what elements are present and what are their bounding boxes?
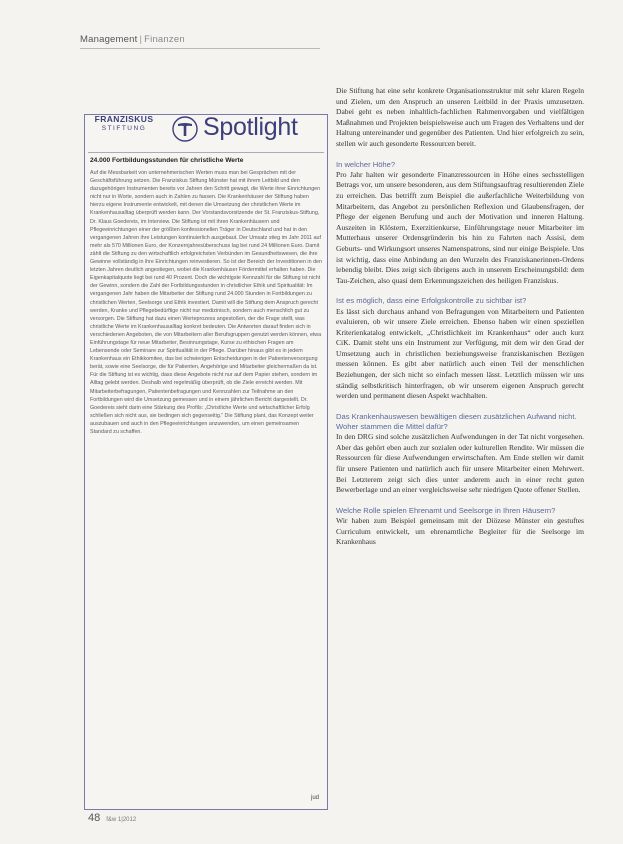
spotlight-content <box>90 157 322 789</box>
question-heading: In welcher Höhe? <box>336 159 396 169</box>
answer-paragraph: Pro Jahr halten wir gesonderte Finanzressourcen in Höhe eines sechsstelligen Betrags vor, um unsere besonderen, aus dem Stiftungsauftrag resultierenden Ziele zu erreichen. Das betrifft zum Beispiel die außerfachliche Weiterbildung von Mitarbeitern, das Angebot zu persönlichen Reflexion und Glaubensfragen, der Pflege der eigenen Berufung und auch der Motivation und inneren Haltung. Auszeiten in Klöstern, Exerzitienkurse, Einführungstage neuer Mitarbeiter im Mutterhaus unserer Ordensgründerin bis hin zu Fahrten nach Assisi, dem Geburts- und Wirkungsort unseres Namenspatrons, sind nur einige Beispiele. Uns ist wichtig, dass eine Anbindung an den Wurzeln des Franziskanerinnen-Ordens lebendig bleibt. Dies zeigt sich übrigens auch in unserem Erscheinungsbild: dem Tau-Zeichen, also quasi dem Erkennungszeichen des heiligen Franziskus. <box>336 169 584 285</box>
issue-date: f&w 1|2012 <box>106 817 137 823</box>
answer-paragraph: Es lässt sich durchaus anhand von Befragungen von Mitarbeitern und Patienten evaluieren, ob wir unsere Ziele erreichen. Ebenso haben wir einen speziellen Kriterienkatalog entwickelt, „Christlichkeit im Krankenhaus“ oder auch kurz CiK. Damit steht uns ein Instrument zur Verfügung, mit dem wir den Grad der Umsetzung auch in christlichen beziehungsweise franziskanischen Bezügen messen können. Es gibt aber natürlich auch einen Teil der menschlichen Beziehungen, der sich nicht so einfach messen lässt. Letztlich müssen wir uns ständig selbstkritisch hinterfragen, ob wir unserem eigenen Anspruch gerecht werden und permanent diesen Aspekt wachhalten. <box>336 306 584 401</box>
author-signoff: jud <box>310 795 319 801</box>
question-heading: Welche Rolle spielen Ehrenamt und Seelsorge in Ihren Häusern? <box>336 505 556 515</box>
spotlight-title: Spotlight <box>203 113 298 141</box>
spotlight-headline: 24.000 Fortbildungsstunden für christliche Werte <box>90 157 244 164</box>
section-label: Management <box>80 34 138 45</box>
question-heading: Das Krankenhauswesen bewältigen diesen zusätzlichen Aufwand nicht. Woher stammen die Mittel dafür? <box>336 411 577 432</box>
brand-name: FRANZISKUS <box>94 114 154 124</box>
header-divider <box>80 48 320 49</box>
interview-column <box>336 86 584 548</box>
tau-cross-icon <box>172 116 198 142</box>
brand-logo <box>88 114 160 132</box>
subsection-label: Finanzen <box>144 34 185 45</box>
answer-paragraph: In den DRG sind solche zusätzlichen Aufwendungen in der Tat nicht vorgesehen. Aber das gehört eben auch zur sozialen oder kulturellen Rendite. Wir müssen die Ressourcen für diese Aufwendungen erwirtschaften. Am Ende stellen wir damit für unsere Patienten und natürlich auch für unsere Mitarbeiter einen Mehrwert. Bei Letzterem zeigt sich dies unter anderem auch in einer recht guten Bewerberlage und an einer vergleichsweise sehr niedrigen Quote offener Stellen. <box>336 432 584 495</box>
section-header: Management | Finanzen <box>80 34 185 45</box>
page-footer <box>88 812 136 824</box>
answer-paragraph: Wir haben zum Beispiel gemeinsam mit der Diözese Münster ein gestuftes Curriculum entwickelt, um ehrenamtliche Begleiter für die Seelsorge im Krankenhaus <box>336 516 584 547</box>
brand-subname: STIFTUNG <box>101 125 147 132</box>
question-heading: Ist es möglich, dass eine Erfolgskontrolle zu sichtbar ist? <box>336 296 527 306</box>
spotlight-body-text: Auf die Messbarkeit von unternehmerischen Werten muss man bei Gesprächen mit der Geschäftsführung setzen. Die Franziskus Stiftung Münster hat mit ihrem Leitbild und den dazugehörigen Instrumenten bereits vor Jahren den Schritt gewagt, die Werte ihrer Einrichtungen nicht nur in Worte, sondern auch in Zahlen zu fassen. Die Krankenhäuser der Stiftung haben hierzu eigene Instrumente entwickelt, mit denen die Umsetzung der christlichen Werte im Krankenhausalltag überprüft werden kann. Der Vorstandsvorsitzende der St. Franziskus-Stiftung, Dr. Klaus Goedereis, im Interview. Die Stiftung ist mit ihren Krankenhäusern und Pflegeeinrichtungen einer der größten konfessionellen Träger in Deutschland und hat in den vergangenen Jahren ihre Leistungen kontinuierlich ausgebaut. Der Umsatz stieg im Jahr 2011 auf mehr als 570 Millionen Euro, der Konzernjahresüberschuss lag bei rund 24 Millionen Euro. Damit zählt die Stiftung zu den wirtschaftlich erfolgreichsten Verbünden im Gesundheitswesen, die ihre Gewinne vollständig in ihre Einrichtungen reinvestieren. So ist der Bereich der Investitionen in den letzten Jahren deutlich angestiegen, wobei die Krankenhäuser Fördermittel erhalten haben. Die Eigenkapitalquote liegt bei rund 40 Prozent. Doch die wichtigste Kennzahl für die Stiftung ist nicht der Gewinn, sondern die Zahl der Fortbildungsstunden in christlicher Ethik und Spiritualität: Im vergangenen Jahr haben die Mitarbeiter der Stiftung rund 24.000 Stunden in Fortbildungen zu christlichen Werten, Seelsorge und Ethik investiert. Damit will die Stiftung dem Anspruch gerecht werden, Kranke und Pflegebedürftige nicht nur medizinisch, sondern auch menschlich gut zu versorgen. Die Stiftung hat dazu einen Werteprozess angestoßen, der die Frage stellt, was christliche Werte im Krankenhausalltag konkret bedeuten. Die Antworten darauf finden sich in verschiedenen Angeboten, die von Mitarbeitern aller Berufsgruppen genutzt werden können, etwa Einführungstage für neue Mitarbeiter, Besinnungstage, Kurse zu ethischen Fragen am Lebensende oder Seminare zur Spiritualität in der Pflege. Darüber hinaus gibt es in jedem Krankenhaus ein Ethikkomitee, das bei schwierigen Entscheidungen in der Patientenversorgung berät, sowie eine Seelsorge, die für Patienten, Angehörige und Mitarbeiter gleichermaßen da ist. Für die Stiftung ist es wichtig, dass diese Angebote nicht nur auf dem Papier stehen, sondern im Alltag gelebt werden. Deshalb wird regelmäßig überprüft, ob die Ziele erreicht werden. Mit Mitarbeiterbefragungen, Patientenbefragungen und Kennzahlen zur Teilnahme an den Fortbildungen wird die Umsetzung gemessen und in einem jährlichen Bericht dargestellt. Dr. Goedereis sieht darin eine Stärkung des Profils: „Christliche Werte und wirtschaftlicher Erfolg schließen sich nicht aus, sie bedingen sich gegenseitig.“ Die Stiftung plant, das Konzept weiter auszubauen und auch in den Pflegeeinrichtungen anzuwenden, um einen gemeinsamen Standard zu schaffen. <box>90 170 322 435</box>
page-number: 48 <box>88 812 101 824</box>
intro-paragraph: Die Stiftung hat eine sehr konkrete Organisationsstruktur mit sehr klaren Regeln und Zielen, um den Anspruch an unseren Leitbild in der Praxis umzusetzen. Dabei geht es neben inhaltlich-fachlichen Rahmenvorgaben und vielfältigen Maßnahmen und Projekten beispielsweise auch um Fragen des Verhaltens und der Haltung untereinander und gegenüber des Patienten. Und hier erfolgreich zu sein, stellen wir auch gesonderte Ressourcen bereit. <box>336 86 585 148</box>
spotlight-divider <box>88 152 324 153</box>
